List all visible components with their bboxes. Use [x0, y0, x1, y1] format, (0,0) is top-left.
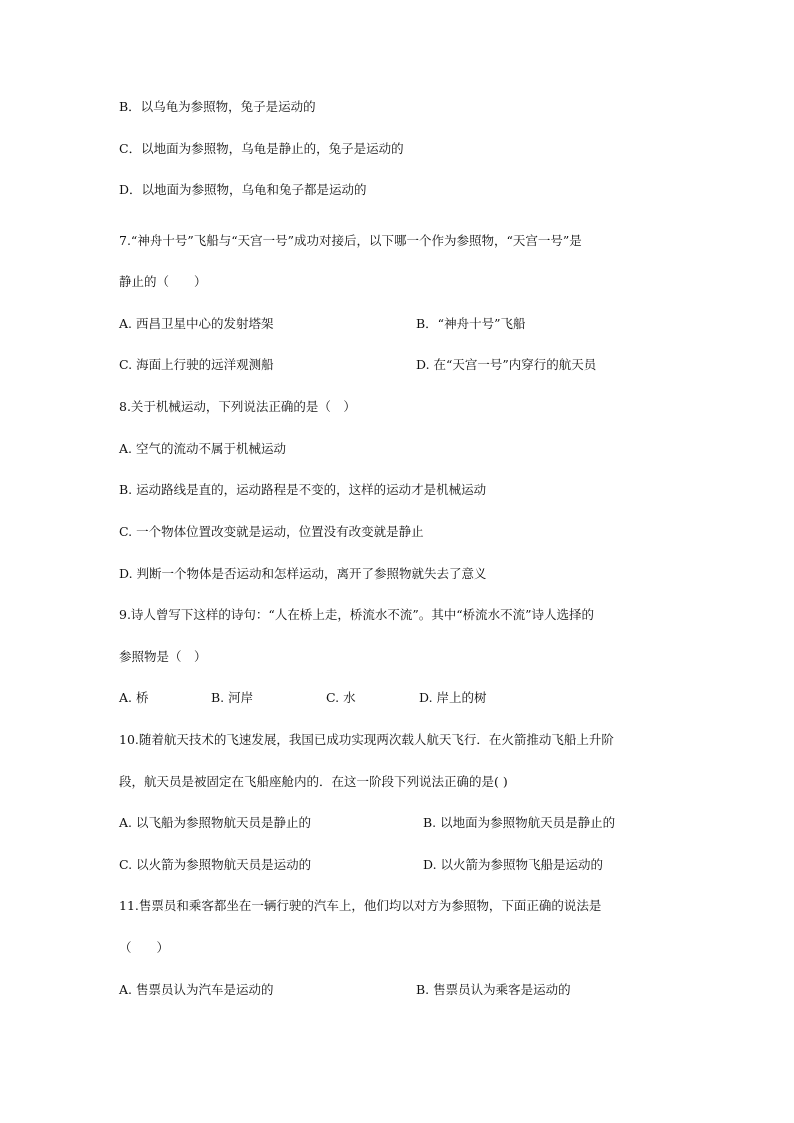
- q9-option-c: C. 水: [326, 690, 356, 705]
- q10-option-a: A. 以飞船为参照物航天员是静止的: [119, 815, 311, 830]
- q7-option-c: C. 海面上行驶的远洋观测船: [119, 357, 274, 372]
- q8-stem: 8.关于机械运动，下列说法正确的是（ ）: [119, 399, 356, 414]
- q7-stem-line2: 静止的（ ）: [119, 274, 207, 289]
- q10-option-d: D. 以火箭为参照物飞船是运动的: [423, 857, 604, 872]
- q8-option-a: A. 空气的流动不属于机械运动: [119, 441, 286, 456]
- q9-option-d: D. 岸上的树: [419, 690, 487, 705]
- q9-option-a: A. 桥: [119, 690, 149, 705]
- q7-option-d: D. 在“天宫一号”内穿行的航天员: [416, 357, 597, 372]
- q7-stem-line1: 7.“神舟十号”飞船与“天宫一号”成功对接后，以下哪一个作为参照物，“天宫一号”是: [119, 233, 582, 248]
- q9-option-b: B. 河岸: [211, 690, 254, 705]
- q8-option-d: D. 判断一个物体是否运动和怎样运动，离开了参照物就失去了意义: [119, 566, 487, 581]
- q10-stem-line1: 10.随着航天技术的飞速发展，我国已成功实现两次载人航天飞行．在火箭推动飞船上升阶: [119, 732, 614, 747]
- q6-option-c: C．以地面为参照物，乌龟是静止的，兔子是运动的: [119, 141, 404, 156]
- q10-option-b: B. 以地面为参照物航天员是静止的: [423, 815, 616, 830]
- q10-stem-line2: 段，航天员是被固定在飞船座舱内的．在这一阶段下列说法正确的是( ): [119, 774, 508, 789]
- q7-option-a: A. 西昌卫星中心的发射塔架: [119, 316, 274, 331]
- q7-option-b: B．“神舟十号”飞船: [416, 316, 526, 331]
- q6-option-d: D．以地面为参照物，乌龟和兔子都是运动的: [119, 182, 367, 197]
- q8-option-b: B. 运动路线是直的，运动路程是不变的，这样的运动才是机械运动: [119, 482, 487, 497]
- q8-option-c: C. 一个物体位置改变就是运动，位置没有改变就是静止: [119, 524, 424, 539]
- q11-stem-line1: 11.售票员和乘客都坐在一辆行驶的汽车上，他们均以对方为参照物，下面正确的说法是: [119, 898, 602, 913]
- q11-stem-line2: （ ）: [119, 940, 170, 955]
- q6-option-b: B．以乌龟为参照物，兔子是运动的: [119, 99, 316, 114]
- q10-option-c: C. 以火箭为参照物航天员是运动的: [119, 857, 312, 872]
- q9-stem-line1: 9.诗人曾写下这样的诗句：“人在桥上走，桥流水不流”。其中“桥流水不流”诗人选择的: [119, 607, 594, 622]
- q11-option-a: A. 售票员认为汽车是运动的: [119, 982, 274, 997]
- q9-stem-line2: 参照物是（ ）: [119, 649, 207, 664]
- q11-option-b: B. 售票员认为乘客是运动的: [416, 982, 571, 997]
